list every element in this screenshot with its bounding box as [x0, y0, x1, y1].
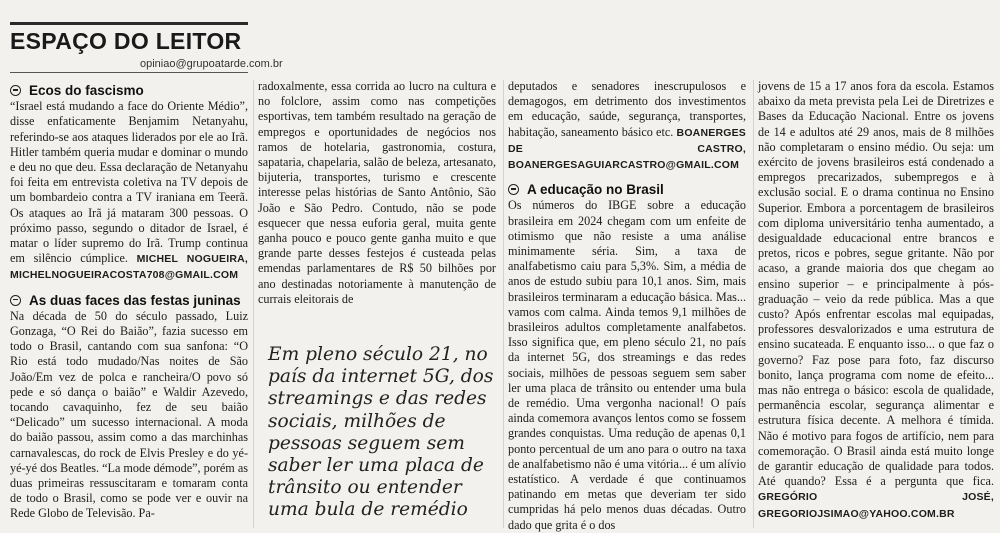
letter-body: [508, 79, 746, 173]
section-title: ESPAÇO DO LEITOR: [10, 28, 242, 54]
letter-signature: BOANERGES DE CASTRO, BOANERGESAGUIARCASTRO@GMAIL.COM: [508, 126, 747, 172]
letter-heading-text: A educação no Brasil: [527, 182, 664, 198]
comment-icon: [10, 85, 21, 96]
letter-heading: [10, 293, 248, 308]
letter-signature: MICHEL NOGUEIRA, MICHELNOGUEIRACOSTA708@GMAIL.COM: [10, 253, 248, 282]
letter-heading: [10, 83, 248, 98]
letter-body: radoxalmente, essa corrida ao lucro na cultura e no folclore, assim como nas competições esportivas, tem também resultado na geração de empregos e oportunidades de negócios nos ramos de hotelaria, gastronomia, costura, sapataria, chapelaria, salão de beleza, artesanato, bijuteria, transportes, turismo e crescente interesse pelas histórias de Santo Antônio, São João e São Pedro. Contudo, não se pode esquecer que nessa euforia geral, muita gente ganha pouco e pouco gente ganha muito e que grande parte desses festejos é custeada pelas emendas parlamentares de R$ 50 bilhões por ano destinadas notoriamente à manutenção de currais eleitorais de: [258, 79, 496, 306]
column-divider: [253, 80, 254, 528]
comment-icon: [10, 295, 21, 306]
column-1: [10, 81, 248, 522]
letter-body: Na década de 50 do século passado, Luiz Gonzaga, “O Rei do Baião”, fazia sucesso em todo o Brasil, cantando com sua sanfona: “O Rio está todo mudado/Nas noites de São João/Em vez de polca e rancheira/O povo só pede e só dança o baião” e Waldir Azevedo, tocando cavaquinho, fez de seu baião “Delicado” um sucesso internacional. A moda do baião passou, assim como a das marchinhas carnavalescas, do rock de Elvis Presley e do yé-yé-yé dos Beatles. “La mode démode”, porém as duas primeiras ressuscitaram e tomaram conta de todo o Brasil, como se pode ver e ouvir na Rede Globo de Televisão. Pa-: [10, 308, 248, 521]
letter-signature: GREGÓRIO JOSÉ, GREGORIOJSIMAO@YAHOO.COM.BR: [758, 491, 994, 520]
column-divider: [503, 80, 504, 528]
letter-body: [10, 99, 248, 283]
letter-body: [758, 79, 994, 522]
letter-body-text: jovens de 15 a 17 anos fora da escola. Estamos abaixo da meta prevista pela Lei de Diretrizes e Bases da Educação Nacional. Entre os jovens de 14 e adultos até 29 anos, mais de 8 milhões não completaram o ensino médio. Ou seja: um exército de jovens brasileiros está condenado a empregos precarizados, subempregos e à exclusão social. E o drama continua no Ensino Superior. Embora a porcentagem de brasileiros com diploma universitário tenha aumentado, a desigualdade educacional entre brancos e pretos, ricos e pobres, segue gritante. Não por acaso, a grande maioria dos que chegam ao ensino superior – e principalmente à pós-graduação – veio da rede pública. Mas a que custo? Após enfrentar escolas mal equipadas, professores desvalorizados e uma estrutura de ensino sucateada. E enquanto isso... o que faz o governo? Faz pose para foto, faz discurso bonito, lança programa com nome de efeito... mas não entrega o básico: escola de qualidade, permanência escolar, segurança alimentar e estrutura física decente. A melhora é tímida. Não é motivo para fogos de artifício, nem para comemoração. O Brasil ainda está muito longe de garantir educação de qualidade para todos. Até quando? Essa é a pergunta que fica.: [758, 79, 994, 489]
letter-body: Os números do IBGE sobre a educação brasileira em 2024 chegam com um enfeite de otimismo que não resiste a uma análise minimamente séria. Sim, a taxa de analfabetismo caiu para 5,3%. Sim, a média de anos de estudo subiu para 10,1 anos. Sim, mais brasileiros terminaram a educação básica. Mas... vamos com calma. Ainda temos 9,1 milhões de brasileiros adultos completamente analfabetos. Isso significa que, em pleno século 21, no país da internet 5G, dos streamings e das redes sociais, milhões de pessoas seguem sem saber ler uma placa de trânsito ou entender uma bula de remédio. Uma vergonha nacional! O país ainda comemora avanços lentos como se fossem grandes conquistas. Uma redução de apenas 0,1 ponto percentual de um ano para o outro na taxa de analfabetismo não é uma vitória... é um alívio estatístico. A verdade é que continuamos patinando em metas que deveriam ter sido cumpridas há pelo menos duas décadas. Outro dado que grita é o dos: [508, 198, 746, 532]
letter-body-text: “Israel está mudando a face do Oriente Médio”, disse enfaticamente Benjamim Netanyahu, referindo-se aos ataques liderados por ele ao Irã. Hitler também queria mudar e dominar o mundo e deu no que deu. Essa declaração de Netanyahu foi feita em entrevista coletiva na TV depois de um bombardeio contra a TV iraniana em Teerã. Os ataques ao Irã já mataram 300 pessoas. O próximo passo, segundo o ditador de Israel, é matar o líder supremo do Irã. Trump continua em silêncio cúmplice.: [10, 99, 248, 266]
column-divider: [753, 80, 754, 528]
letter-body-text: deputados e senadores inescrupulosos e demagogos, em detrimento dos investimentos em educação, saúde, segurança, transportes, habitação, saneamento básico etc.: [508, 79, 746, 139]
pull-quote: Em pleno século 21, no país da internet 5G, dos streamings e das redes sociais, milhões de pessoas seguem sem saber ler uma placa de trânsito ou entender uma bula de remédio: [268, 344, 494, 521]
divider: [10, 72, 248, 73]
comment-icon: [508, 184, 519, 195]
column-4: [758, 79, 994, 522]
letter-heading: [508, 182, 746, 197]
letter-heading-text: Ecos do fascismo: [29, 83, 144, 98]
column-2: [258, 79, 496, 307]
section-email[interactable]: opiniao@grupoatarde.com.br: [140, 58, 283, 70]
letter-heading-text: As duas faces das festas juninas: [29, 292, 241, 308]
column-3: [508, 79, 746, 533]
top-rule: [10, 22, 248, 25]
